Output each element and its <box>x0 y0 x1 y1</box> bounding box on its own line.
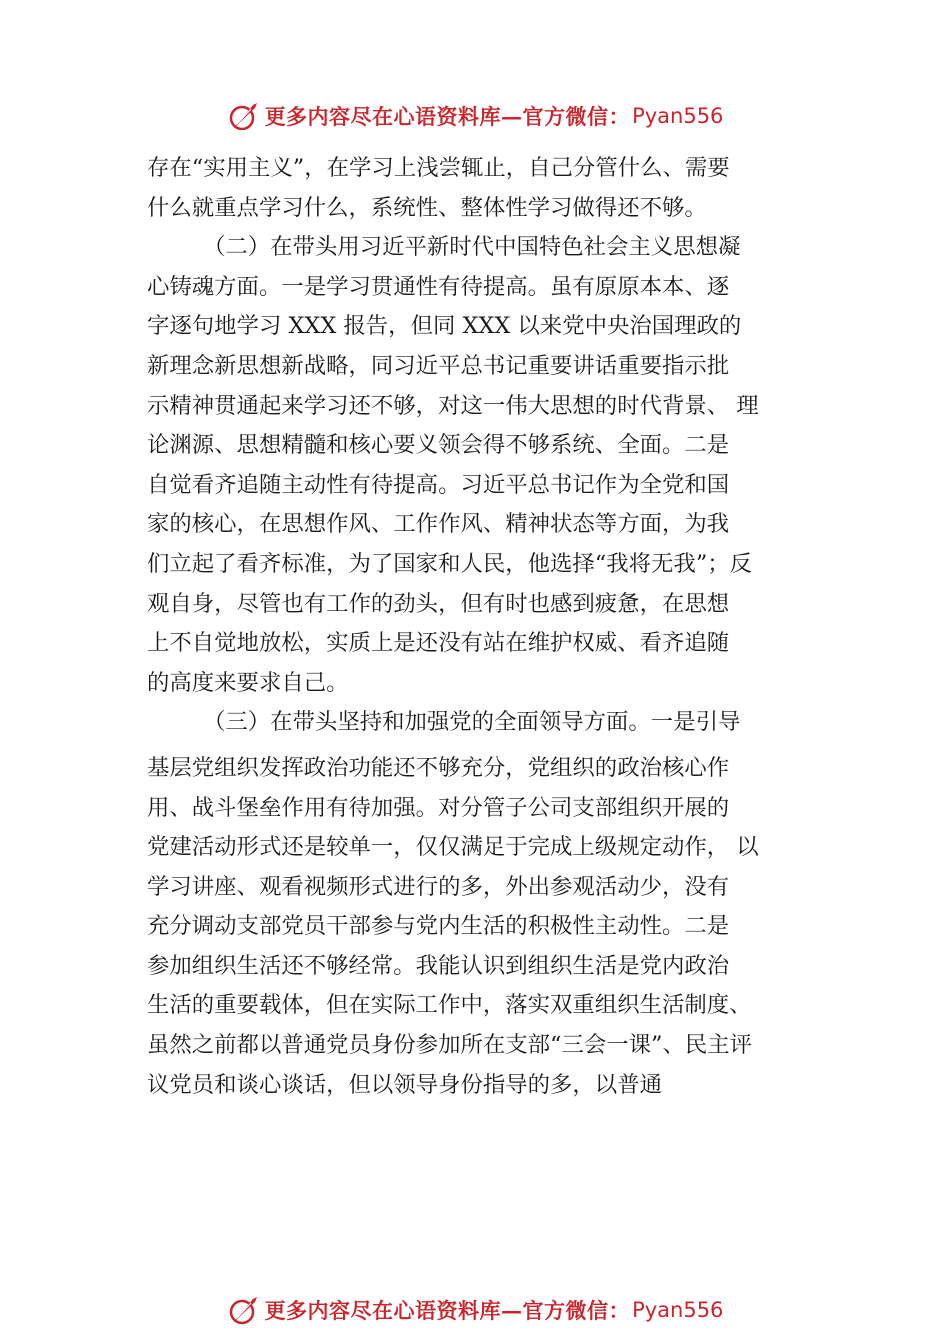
text-line: 学习讲座、观看视频形式进行的多，外出参观活动少，没有 <box>147 873 730 900</box>
text-line: 示精神贯通起来学习还不够，对这一伟大思想的时代背景、 理 <box>147 392 759 419</box>
text-line: 家的核心，在思想作风、工作作风、精神状态等方面，为我 <box>147 511 730 538</box>
document-body <box>147 149 819 1105</box>
text-line: 存在“实用主义”，在学习上浅尝辄止，自己分管什么、需要 <box>147 155 730 181</box>
paragraph-1 <box>147 149 819 228</box>
text-line: 新理念新思想新战略，同习近平总书记重要讲话重要指示批 <box>147 352 730 379</box>
watermark-wechat-id: Pyan556 <box>632 104 724 128</box>
text-line: 们立起了看齐标准，为了国家和人民，他选择“我将无我”；反 <box>147 550 753 577</box>
text-line: 上不自觉地放松，实质上是还没有站在维护权威、看齐追随 <box>147 630 730 657</box>
text-line: （二）在带头用习近平新时代中国特色社会主义思想凝 <box>203 234 741 261</box>
text-line: 什么就重点学习什么，系统性、整体性学习做得还不够。 <box>147 194 707 221</box>
quill-logo-icon <box>227 99 261 133</box>
watermark-wechat-id: Pyan556 <box>632 1298 724 1322</box>
paragraph-4 <box>147 749 819 1105</box>
text-line: 的高度来要求自己。 <box>147 669 349 696</box>
text-line: 字逐句地学习 XXX 报告，但同 XXX 以来党中央治国理政的 <box>147 313 742 340</box>
text-line: 基层党组织发挥政治功能还不够充分，党组织的政治核心作 <box>147 754 730 781</box>
header-watermark <box>0 96 950 136</box>
text-line: 议党员和谈心谈话，但以领导身份指导的多，以普通 <box>147 1071 662 1098</box>
paragraph-2 <box>147 228 819 703</box>
watermark-text: 更多内容尽在心语资料库—官方微信： <box>264 1298 631 1323</box>
watermark-text: 更多内容尽在心语资料库—官方微信： <box>264 104 631 129</box>
text-line: 心铸魂方面。一是学习贯通性有待提高。虽有原原本本、逐 <box>147 273 730 300</box>
quill-logo-icon <box>227 1293 261 1327</box>
text-line: 充分调动支部党员干部参与党内生活的积极性主动性。二是 <box>147 913 730 940</box>
text-line: 党建活动形式还是较单一，仅仅满足于完成上级规定动作， 以 <box>147 834 759 861</box>
text-line: 观自身，尽管也有工作的劲头，但有时也感到疲惫，在思想 <box>147 590 730 617</box>
text-line: （三）在带头坚持和加强党的全面领导方面。一是引导 <box>203 709 741 736</box>
paragraph-3 <box>147 703 819 743</box>
text-line: 论渊源、思想精髓和核心要义领会得不够系统、全面。二是 <box>147 432 730 459</box>
text-line: 自觉看齐追随主动性有待提高。习近平总书记作为全党和国 <box>147 471 730 498</box>
text-line: 用、战斗堡垒作用有待加强。对分管子公司支部组织开展的 <box>147 794 730 821</box>
text-line: 参加组织生活还不够经常。我能认识到组织生活是党内政治 <box>147 952 730 979</box>
text-line: 虽然之前都以普通党员身份参加所在支部“三会一课”、民主评 <box>147 1032 753 1059</box>
text-line: 生活的重要载体，但在实际工作中，落实双重组织生活制度、 <box>147 992 752 1019</box>
footer-watermark <box>0 1290 950 1330</box>
